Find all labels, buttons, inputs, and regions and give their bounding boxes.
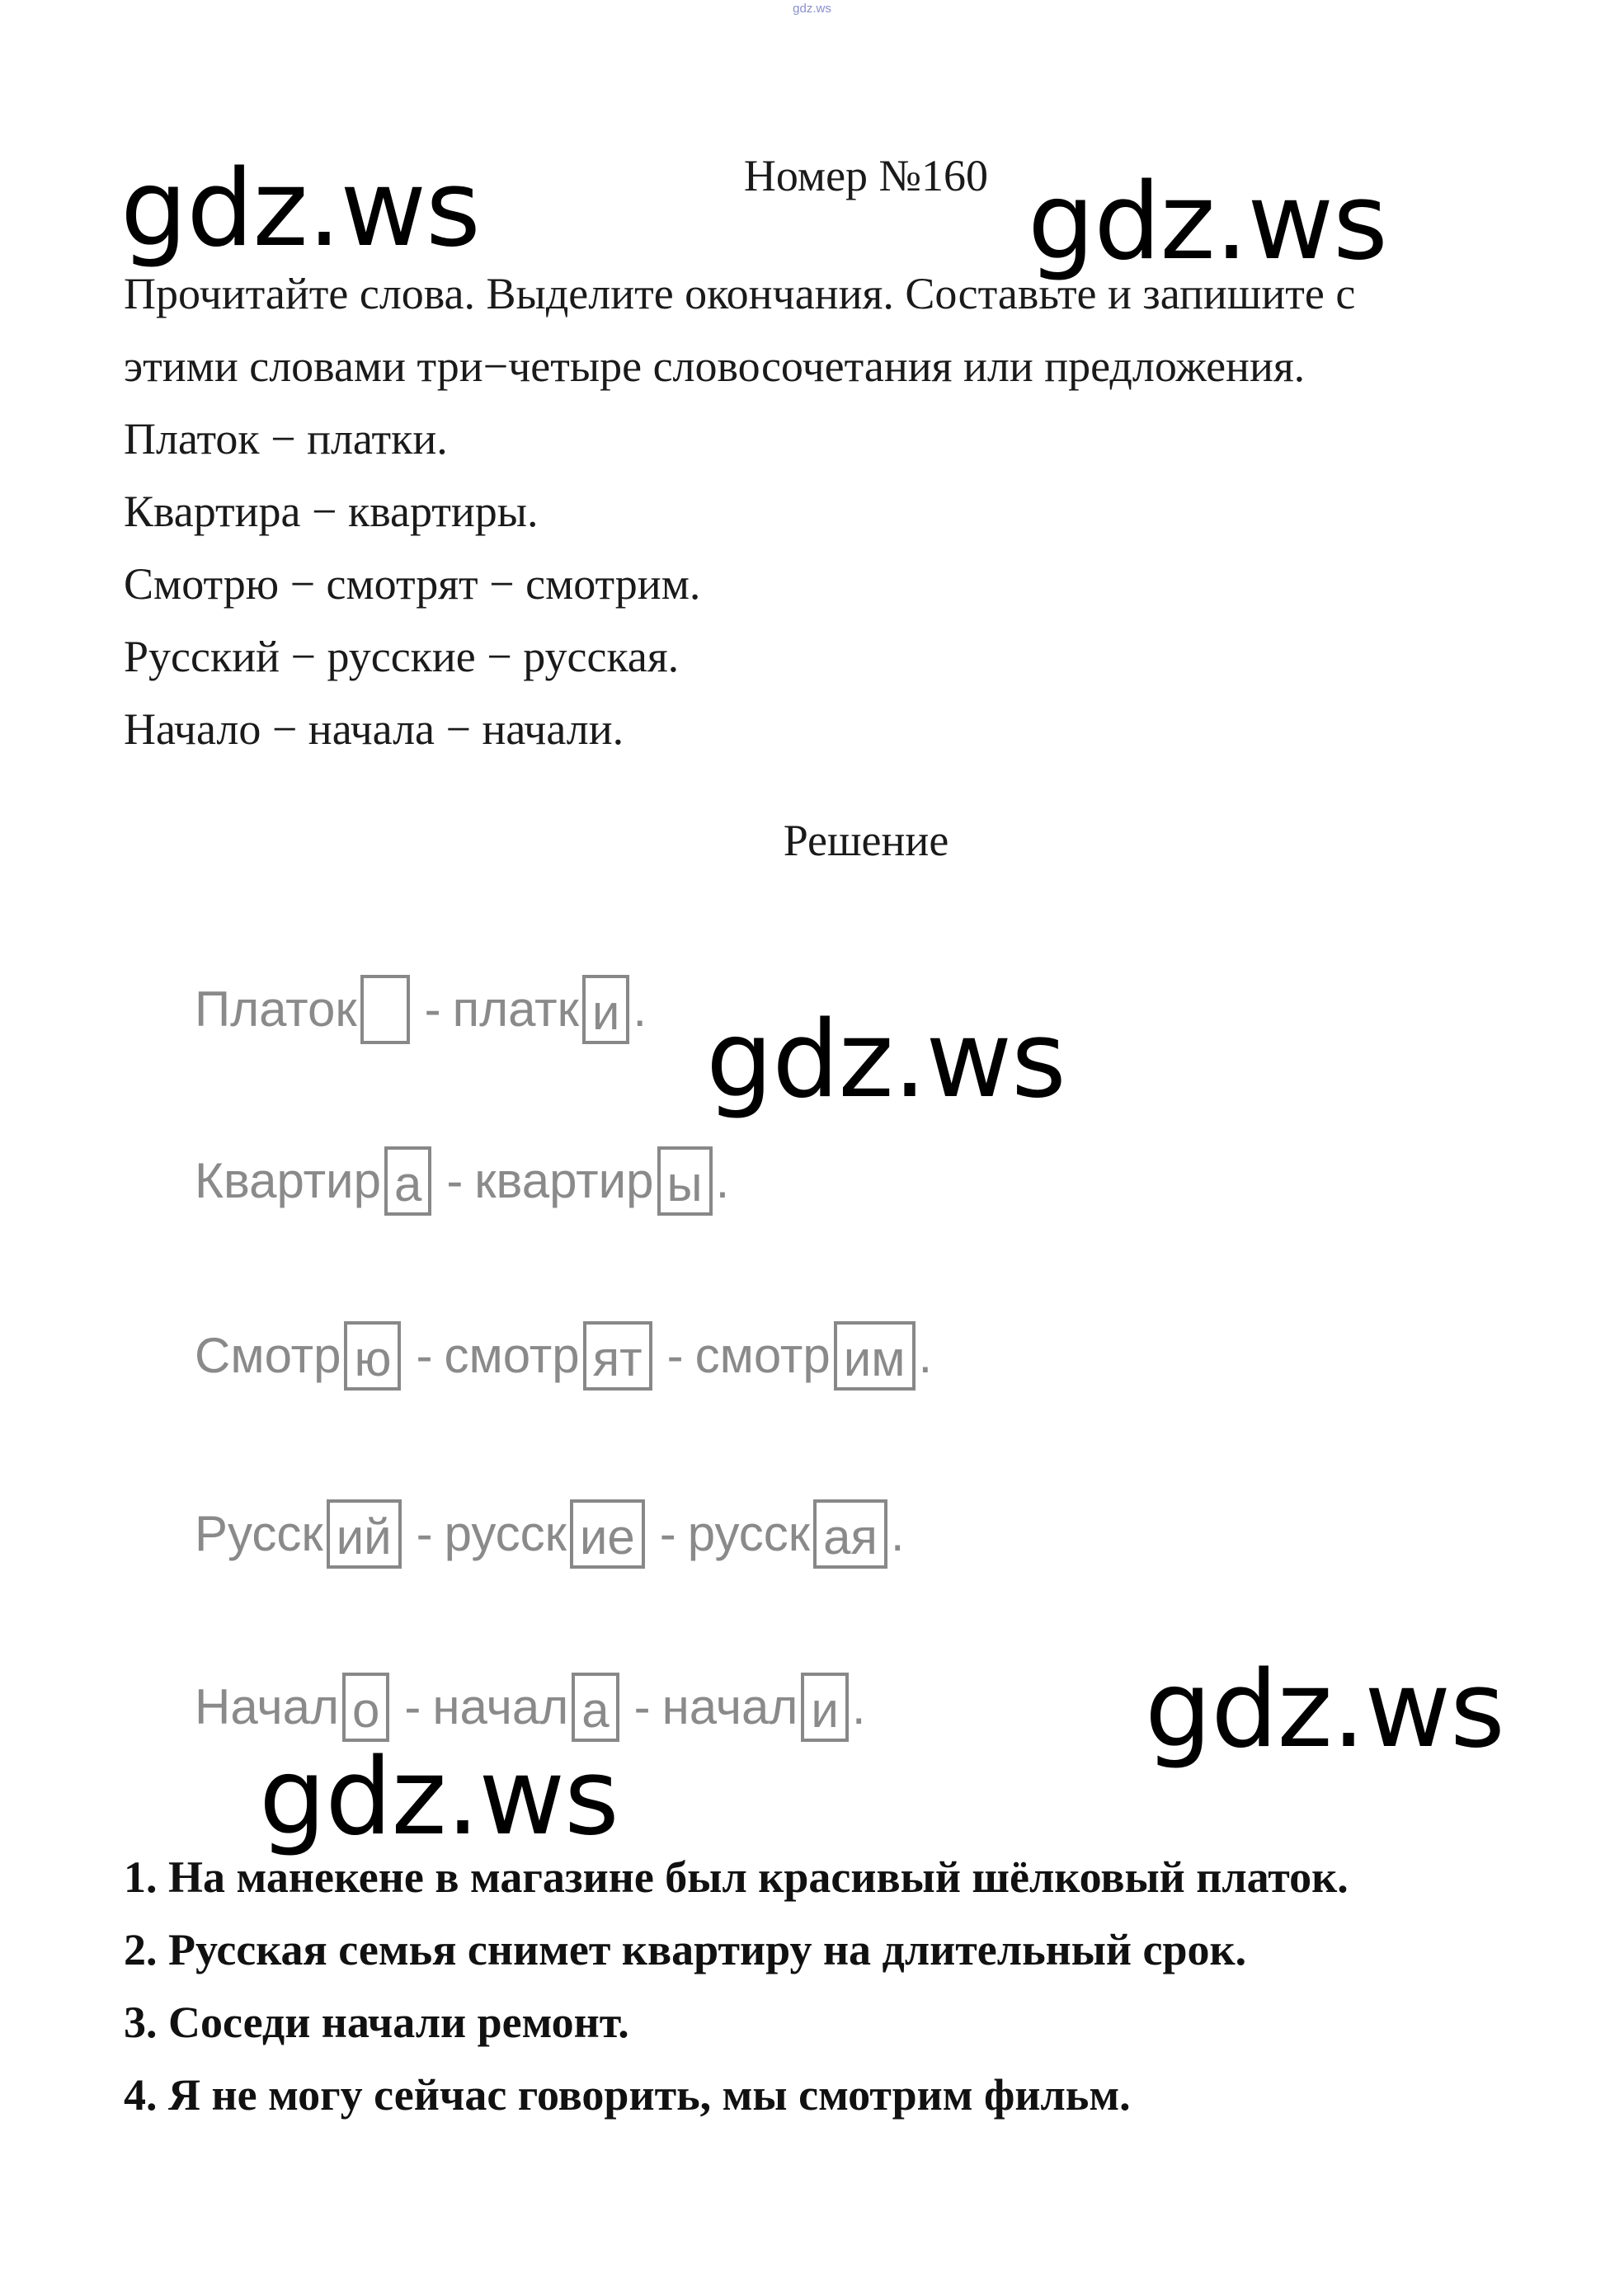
period: . [890, 1506, 905, 1561]
dash-separator: - [666, 1328, 684, 1383]
word-stem: Квартир [195, 1153, 381, 1208]
word-row [195, 1141, 729, 1221]
period: . [851, 1679, 866, 1734]
word-ending-box: о [342, 1673, 389, 1742]
dash-separator: - [416, 1328, 433, 1383]
dash-separator: - [633, 1679, 651, 1734]
word-ending-box: и [582, 975, 630, 1044]
word-ending-box [360, 975, 410, 1044]
word-ending-box: им [834, 1321, 916, 1391]
answers-list [124, 1841, 1592, 2131]
word-ending-box: ие [570, 1499, 645, 1569]
word-ending-box: а [572, 1673, 619, 1742]
site-mark: gdz.ws [793, 2, 831, 16]
task-line: Смотрю − смотрят − смотрим. [124, 559, 701, 609]
word-stem: платк [452, 981, 579, 1037]
watermark: gdz.ws [1145, 1649, 1504, 1772]
word-ending-box: ю [344, 1321, 401, 1391]
task-line: Начало − начала − начали. [124, 704, 624, 754]
solution-title: Решение [783, 816, 949, 865]
answer-line: 3. Соседи начали ремонт. [124, 1998, 629, 2047]
dash-separator: - [416, 1506, 433, 1561]
watermark: gdz.ws [120, 148, 480, 271]
watermark: gdz.ws [706, 999, 1066, 1122]
word-ending-box: а [384, 1146, 431, 1216]
task-line: Квартира − квартиры. [124, 487, 539, 536]
task-line: Платок − платки. [124, 414, 448, 464]
word-row [195, 1316, 932, 1395]
word-stem: Начал [195, 1679, 340, 1734]
task-line: Русский − русские − русская. [124, 632, 680, 681]
word-row [195, 1494, 905, 1574]
task-text [124, 257, 1575, 765]
word-stem: Смотр [195, 1328, 341, 1383]
answer-line: 1. На манекене в магазине был красивый шёлковый платок. [124, 1852, 1349, 1902]
word-ending-box: ий [327, 1499, 402, 1569]
period: . [633, 981, 647, 1037]
dash-separator: - [446, 1153, 464, 1208]
period: . [918, 1328, 933, 1383]
word-ending-box: ы [657, 1146, 713, 1216]
page-title: Номер №160 [743, 151, 989, 200]
word-row [195, 970, 647, 1049]
word-stem: смотр [444, 1328, 580, 1383]
watermark: gdz.ws [1028, 161, 1387, 284]
watermark: gdz.ws [259, 1736, 619, 1859]
word-stem: смотр [694, 1328, 831, 1383]
period: . [715, 1153, 730, 1208]
word-stem: квартир [474, 1153, 654, 1208]
word-stem: начал [661, 1679, 798, 1734]
task-line: Прочитайте слова. Выделите окончания. Составьте и запишите с [124, 269, 1356, 318]
word-stem: Платок [195, 981, 357, 1037]
answer-line: 2. Русская семья снимет квартиру на длительный срок. [124, 1925, 1247, 1974]
answer-line: 4. Я не могу сейчас говорить, мы смотрим фильм. [124, 2070, 1131, 2120]
task-line: этими словами три−четыре словосочетания или предложения. [124, 341, 1306, 391]
dash-separator: - [424, 981, 441, 1037]
word-ending-box: и [801, 1673, 849, 1742]
word-ending-box: ят [583, 1321, 652, 1391]
word-row [195, 1668, 866, 1747]
word-stem: начал [432, 1679, 569, 1734]
word-stem: Русск [195, 1506, 323, 1561]
word-stem: русск [687, 1506, 811, 1561]
word-ending-box: ая [813, 1499, 887, 1569]
dash-separator: - [659, 1506, 676, 1561]
dash-separator: - [404, 1679, 421, 1734]
word-stem: русск [444, 1506, 567, 1561]
